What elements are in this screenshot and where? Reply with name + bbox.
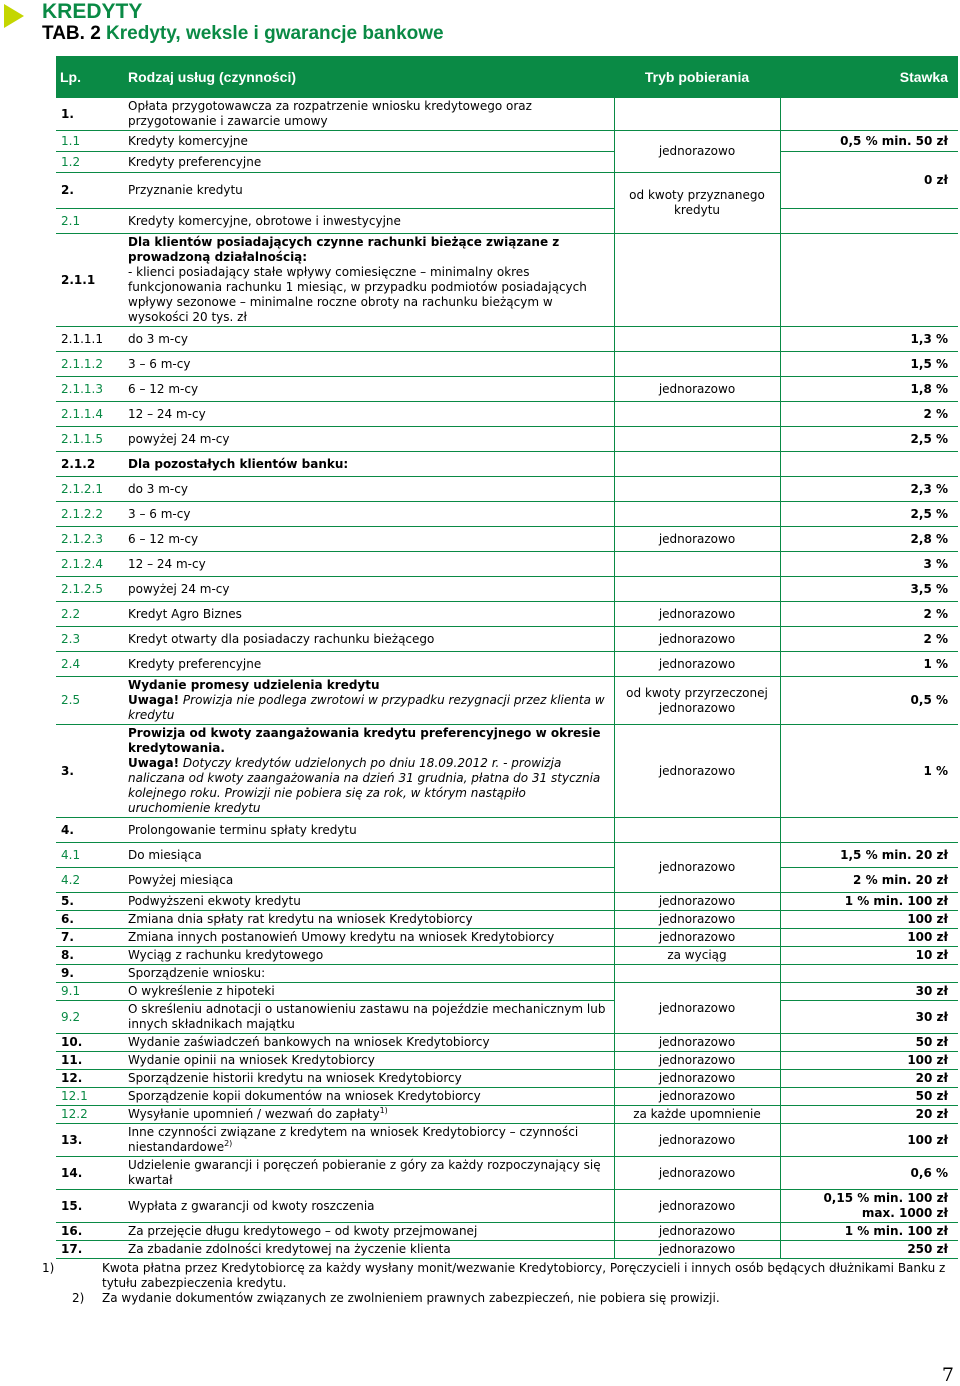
row-service: Sporządzenie wniosku: <box>124 965 614 983</box>
row-note: Dotyczy kredytów udzielonych po dniu 18.09.2012 r. - prowizja naliczana od kwoty zaangażowania na dzień 31 grudnia, płatna do 31 stycznia kolejnego roku. Prowizji nie pobiera się za rok, w którym nastąpiło uruchomienie kredytu <box>128 756 601 815</box>
table-row <box>56 1190 958 1223</box>
row-rate: 2,3 % <box>780 477 958 502</box>
row-number: 8. <box>56 947 124 965</box>
row-number: 14. <box>56 1157 124 1190</box>
row-rate: 100 zł <box>780 911 958 929</box>
row-mode: jednorazowo <box>614 652 780 677</box>
row-number: 2.3 <box>56 627 124 652</box>
row-rate: 1,5 % min. 20 zł <box>780 843 958 868</box>
row-number: 2.1.2.3 <box>56 527 124 552</box>
row-service: Wyciąg z rachunku kredytowego <box>124 947 614 965</box>
table-row <box>56 843 958 868</box>
note-label: Uwaga! <box>128 693 180 707</box>
row-service: 3 – 6 m-cy <box>124 502 614 527</box>
table-row <box>56 983 958 1001</box>
footnote-1 <box>42 1261 960 1291</box>
row-number: 4.2 <box>56 868 124 893</box>
table-row <box>56 377 958 402</box>
row-rate <box>780 1190 958 1223</box>
table-row <box>56 1241 958 1259</box>
table-row <box>56 1034 958 1052</box>
row-mode: jednorazowo <box>614 1190 780 1223</box>
row-rate: 30 zł <box>780 1001 958 1034</box>
row-mode: jednorazowo <box>614 1124 780 1157</box>
footnote-ref: 2) <box>224 1139 233 1148</box>
row-rate: 2,5 % <box>780 427 958 452</box>
row-number: 1. <box>56 98 124 131</box>
row-rate: 20 zł <box>780 1106 958 1124</box>
table-row <box>56 352 958 377</box>
row-mode: jednorazowo <box>614 377 780 402</box>
row-service: do 3 m-cy <box>124 327 614 352</box>
row-rate: 2 % min. 20 zł <box>780 868 958 893</box>
footnote-ref: 1) <box>379 1106 388 1115</box>
row-mode: jednorazowo <box>614 893 780 911</box>
row-service <box>124 677 614 725</box>
row-mode: za każde upomnienie <box>614 1106 780 1124</box>
row-number: 2.1.1.2 <box>56 352 124 377</box>
row-mode: jednorazowo <box>614 1223 780 1241</box>
table-row <box>56 577 958 602</box>
table-row <box>56 627 958 652</box>
bank-logo-icon <box>4 4 24 28</box>
table-row <box>56 725 958 818</box>
row-number: 10. <box>56 1034 124 1052</box>
row-service: Powyżej miesiąca <box>124 868 614 893</box>
row-number: 2. <box>56 173 124 209</box>
table-row <box>56 552 958 577</box>
row-rate: 2 % <box>780 402 958 427</box>
row-service: 12 – 24 m-cy <box>124 402 614 427</box>
row-rate: 100 zł <box>780 929 958 947</box>
row-rate: 30 zł <box>780 983 958 1001</box>
row-service: Sporządzenie historii kredytu na wniosek Kredytobiorcy <box>124 1070 614 1088</box>
table-row <box>56 131 958 152</box>
row-number: 1.1 <box>56 131 124 152</box>
row-service: Podwyższeni ekwoty kredytu <box>124 893 614 911</box>
row-rate: 2,5 % <box>780 502 958 527</box>
table-row <box>56 402 958 427</box>
rate-min: 0,15 % min. 100 zł <box>823 1191 948 1205</box>
row-service: Prolongowanie terminu spłaty kredytu <box>124 818 614 843</box>
row-mode: jednorazowo <box>614 527 780 552</box>
row-rate: 1 % <box>780 725 958 818</box>
row-service: Kredyt Agro Biznes <box>124 602 614 627</box>
table-row <box>56 1088 958 1106</box>
row-rate: 1,3 % <box>780 327 958 352</box>
table-header-row <box>56 56 958 98</box>
row-service <box>124 234 614 327</box>
row-mode: jednorazowo <box>614 131 780 173</box>
row-number: 12.2 <box>56 1106 124 1124</box>
col-header-service: Rodzaj usług (czynności) <box>124 56 614 98</box>
row-number: 11. <box>56 1052 124 1070</box>
table-row <box>56 1070 958 1088</box>
table-row <box>56 527 958 552</box>
row-number: 7. <box>56 929 124 947</box>
footnote-number: 2) <box>72 1291 85 1305</box>
row-service-text: Inne czynności związane z kredytem na wniosek Kredytobiorcy – czynności niestandardowe <box>128 1125 579 1154</box>
table-row <box>56 1052 958 1070</box>
row-rate: 0,6 % <box>780 1157 958 1190</box>
row-mode: jednorazowo <box>614 929 780 947</box>
row-number: 2.1.2.1 <box>56 477 124 502</box>
row-number: 2.1.2.2 <box>56 502 124 527</box>
row-service: Dla pozostałych klientów banku: <box>124 452 614 477</box>
row-service: Kredyt otwarty dla posiadaczy rachunku bieżącego <box>124 627 614 652</box>
row-rate: 0,5 % min. 50 zł <box>780 131 958 152</box>
row-service: O wykreślenie z hipoteki <box>124 983 614 1001</box>
row-rate: 10 zł <box>780 947 958 965</box>
row-service: Opłata przygotowawcza za rozpatrzenie wniosku kredytowego oraz przygotowanie i zawarcie umowy <box>124 98 614 131</box>
row-service: Wydanie zaświadczeń bankowych na wniosek Kredytobiorcy <box>124 1034 614 1052</box>
row-note: Prowizja nie podlega zwrotowi w przypadku rezygnacji przez klienta w kredytu <box>128 693 605 722</box>
row-service: 3 – 6 m-cy <box>124 352 614 377</box>
col-header-lp: Lp. <box>56 56 124 98</box>
row-service <box>124 725 614 818</box>
row-service: Wydanie opinii na wniosek Kredytobiorcy <box>124 1052 614 1070</box>
row-number: 13. <box>56 1124 124 1157</box>
row-service: 12 – 24 m-cy <box>124 552 614 577</box>
row-number: 2.5 <box>56 677 124 725</box>
page-number: 7 <box>941 1364 954 1386</box>
row-mode: jednorazowo <box>614 1157 780 1190</box>
row-service: Kredyty komercyjne, obrotowe i inwestycyjne <box>124 209 614 234</box>
fee-table <box>56 56 958 1259</box>
row-heading: Wydanie promesy udzielenia kredytu <box>128 678 380 692</box>
row-number: 2.1.1.5 <box>56 427 124 452</box>
row-mode: jednorazowo <box>614 602 780 627</box>
table-row <box>56 868 958 893</box>
table-row <box>56 1223 958 1241</box>
row-number: 16. <box>56 1223 124 1241</box>
table-row <box>56 929 958 947</box>
table-row <box>56 1106 958 1124</box>
footnote-2 <box>72 1291 720 1306</box>
row-heading: Prowizja od kwoty zaangażowania kredytu preferencyjnego w okresie kredytowania. <box>128 726 601 755</box>
row-number: 2.1.2 <box>56 452 124 477</box>
row-mode: jednorazowo <box>614 1241 780 1259</box>
table-row <box>56 911 958 929</box>
table-row <box>56 98 958 131</box>
row-number: 12.1 <box>56 1088 124 1106</box>
row-number: 3. <box>56 725 124 818</box>
row-service: Przyznanie kredytu <box>124 173 614 209</box>
table-row <box>56 234 958 327</box>
row-service: Kredyty preferencyjne <box>124 152 614 173</box>
table-row <box>56 818 958 843</box>
row-service: Zmiana dnia spłaty rat kredytu na wniosek Kredytobiorcy <box>124 911 614 929</box>
row-rate: 50 zł <box>780 1034 958 1052</box>
table-row <box>56 1124 958 1157</box>
table-row <box>56 477 958 502</box>
row-number: 2.1 <box>56 209 124 234</box>
row-number: 2.2 <box>56 602 124 627</box>
row-number: 4.1 <box>56 843 124 868</box>
table-row <box>56 327 958 352</box>
table-row <box>56 677 958 725</box>
table-row <box>56 152 958 173</box>
row-rate: 3 % <box>780 552 958 577</box>
row-service-text: Wysyłanie upomnień / wezwań do zapłaty <box>128 1107 380 1121</box>
table-row <box>56 1157 958 1190</box>
row-number: 9. <box>56 965 124 983</box>
row-service: O skreśleniu adnotacji o ustanowieniu zastawu na pojeździe mechanicznym lub innych składnikach majątku <box>124 1001 614 1034</box>
row-rate: 1,5 % <box>780 352 958 377</box>
row-service: 6 – 12 m-cy <box>124 377 614 402</box>
row-service: do 3 m-cy <box>124 477 614 502</box>
row-service: Udzielenie gwarancji i poręczeń pobieranie z góry za każdy rozpoczynający się kwartał <box>124 1157 614 1190</box>
row-mode: od kwoty przyrzeczonej jednorazowo <box>614 677 780 725</box>
row-mode: od kwoty przyznanego kredytu <box>614 173 780 234</box>
table-row <box>56 947 958 965</box>
note-label: Uwaga! <box>128 756 180 770</box>
table-row <box>56 602 958 627</box>
row-number: 5. <box>56 893 124 911</box>
row-rate: 0 zł <box>780 152 958 209</box>
row-rate: 1 % min. 100 zł <box>780 1223 958 1241</box>
table-number: TAB. 2 <box>42 23 101 44</box>
row-number: 15. <box>56 1190 124 1223</box>
row-mode: jednorazowo <box>614 1034 780 1052</box>
row-heading: Dla klientów posiadających czynne rachunki bieżące związane z prowadzoną działalnością: <box>128 235 560 264</box>
table-title: Kredyty, weksle i gwarancje bankowe <box>106 23 444 44</box>
row-mode: jednorazowo <box>614 911 780 929</box>
row-rate: 50 zł <box>780 1088 958 1106</box>
row-number: 2.1.1 <box>56 234 124 327</box>
row-number: 2.4 <box>56 652 124 677</box>
row-number: 2.1.2.5 <box>56 577 124 602</box>
row-service: Zmiana innych postanowień Umowy kredytu na wniosek Kredytobiorcy <box>124 929 614 947</box>
row-number: 6. <box>56 911 124 929</box>
row-number: 2.1.1.3 <box>56 377 124 402</box>
row-description: - klienci posiadający stałe wpływy comiesięczne – minimalny okres funkcjonowania rachunku 1 miesiąc, w przypadku podmiotów posiadających wpływy sezonowe – minimalne roczne obroty na rachunku bieżącym w wysokości 20 tys. zł <box>128 265 587 324</box>
table-row <box>56 502 958 527</box>
row-mode: jednorazowo <box>614 1088 780 1106</box>
row-rate: 2 % <box>780 602 958 627</box>
table-row <box>56 1001 958 1034</box>
table-caption <box>42 23 444 45</box>
row-rate: 100 zł <box>780 1052 958 1070</box>
row-number: 1.2 <box>56 152 124 173</box>
rate-max: max. 1000 zł <box>861 1206 948 1220</box>
row-number: 9.2 <box>56 1001 124 1034</box>
row-mode: jednorazowo <box>614 983 780 1034</box>
table-row <box>56 965 958 983</box>
row-number: 9.1 <box>56 983 124 1001</box>
row-service: Za przejęcie długu kredytowego – od kwoty przejmowanej <box>124 1223 614 1241</box>
table-row <box>56 209 958 234</box>
row-rate: 1 % min. 100 zł <box>780 893 958 911</box>
row-service: Sporządzenie kopii dokumentów na wniosek Kredytobiorcy <box>124 1088 614 1106</box>
row-service <box>124 1124 614 1157</box>
row-rate: 0,5 % <box>780 677 958 725</box>
row-number: 4. <box>56 818 124 843</box>
row-rate: 1,8 % <box>780 377 958 402</box>
row-number: 2.1.1.1 <box>56 327 124 352</box>
row-service: Za zbadanie zdolności kredytowej na życzenie klienta <box>124 1241 614 1259</box>
row-service: Kredyty preferencyjne <box>124 652 614 677</box>
footnote-text: Kwota płatna przez Kredytobiorcę za każdy wysłany monit/wezwanie Kredytobiorcy, Poręczycieli i innych osób będących dłużnikami Banku z tytułu zabezpieczenia kredytu. <box>102 1261 946 1290</box>
row-rate: 1 % <box>780 652 958 677</box>
row-service <box>124 1106 614 1124</box>
table-row <box>56 427 958 452</box>
row-rate: 100 zł <box>780 1124 958 1157</box>
row-mode: jednorazowo <box>614 725 780 818</box>
row-service: Kredyty komercyjne <box>124 131 614 152</box>
row-rate: 3,5 % <box>780 577 958 602</box>
row-rate: 250 zł <box>780 1241 958 1259</box>
col-header-mode: Tryb pobierania <box>614 56 780 98</box>
row-mode: jednorazowo <box>614 1070 780 1088</box>
page-title: KREDYTY <box>42 0 143 23</box>
row-number: 17. <box>56 1241 124 1259</box>
col-header-rate: Stawka <box>780 56 958 98</box>
row-service: powyżej 24 m-cy <box>124 427 614 452</box>
row-mode: jednorazowo <box>614 1052 780 1070</box>
row-mode: za wyciąg <box>614 947 780 965</box>
row-mode: jednorazowo <box>614 627 780 652</box>
row-number: 12. <box>56 1070 124 1088</box>
table-row <box>56 652 958 677</box>
table-row <box>56 452 958 477</box>
row-number: 2.1.2.4 <box>56 552 124 577</box>
row-rate: 2 % <box>780 627 958 652</box>
footnote-number: 1) <box>42 1261 55 1275</box>
row-service: 6 – 12 m-cy <box>124 527 614 552</box>
row-service: Wypłata z gwarancji od kwoty roszczenia <box>124 1190 614 1223</box>
row-service: powyżej 24 m-cy <box>124 577 614 602</box>
row-service: Do miesiąca <box>124 843 614 868</box>
row-rate: 2,8 % <box>780 527 958 552</box>
table-row <box>56 893 958 911</box>
footnote-text: Za wydanie dokumentów związanych ze zwolnieniem prawnych zabezpieczeń, nie pobiera się prowizji. <box>102 1291 720 1305</box>
row-number: 2.1.1.4 <box>56 402 124 427</box>
row-rate: 20 zł <box>780 1070 958 1088</box>
row-mode: jednorazowo <box>614 843 780 893</box>
